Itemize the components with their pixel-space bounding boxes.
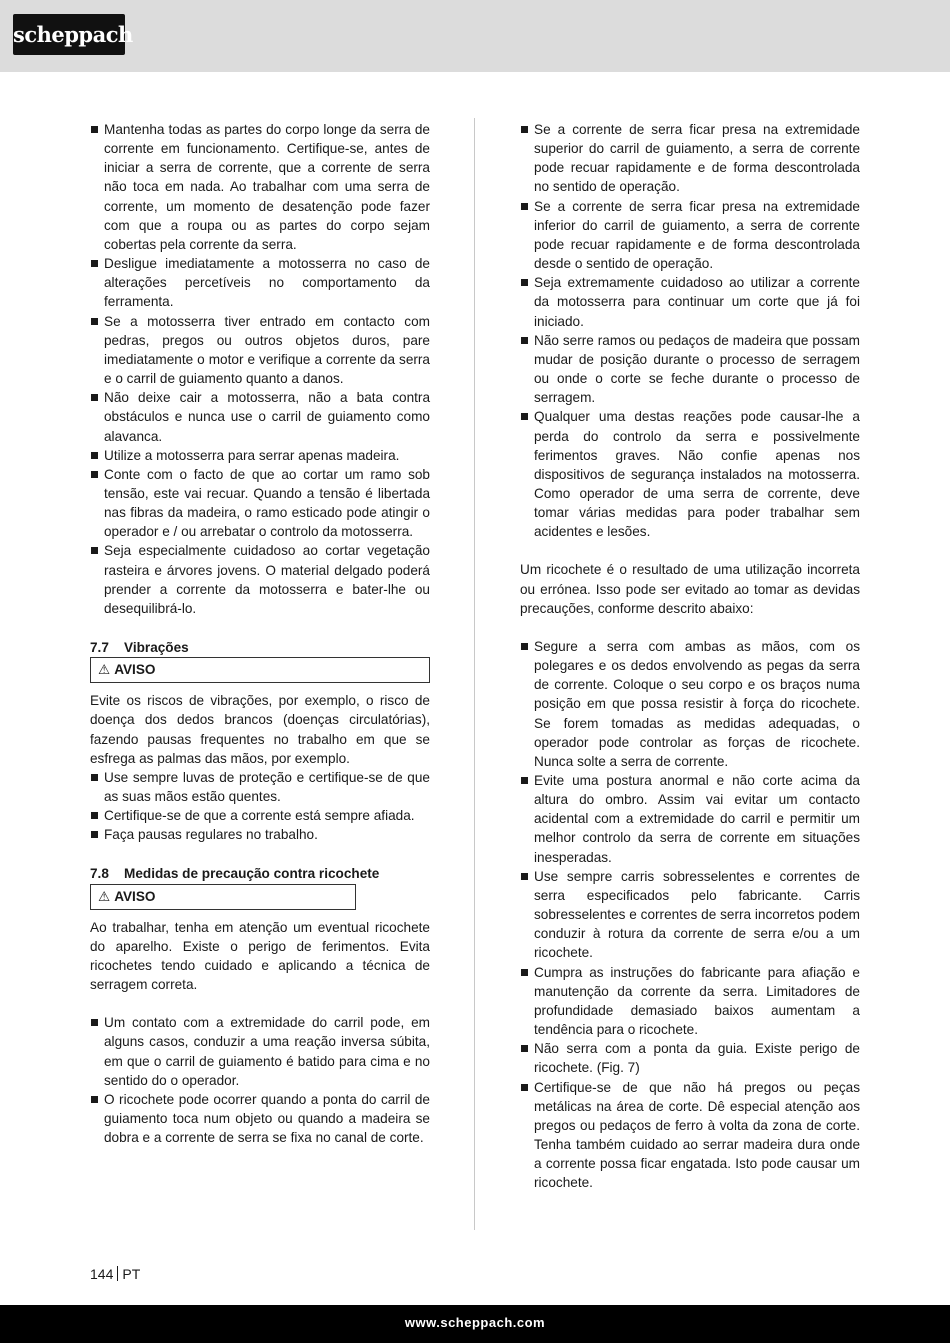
list-item: Mantenha todas as partes do corpo longe da serra de corrente em funcionamento. Certifique-se, antes de iniciar a serra de corrente, que a corrente de serra não toca em nada. Ao trabalhar com uma serra de corrente, um momento de desatenção pode fazer com que a roupa ou as partes do corpo sejam cobertas pela corrente da serra. xyxy=(90,120,430,254)
warning-icon: ⚠ xyxy=(98,888,111,904)
list-item: Faça pausas regulares no trabalho. xyxy=(90,825,430,844)
warning-label: AVISO xyxy=(114,888,156,904)
warning-box xyxy=(90,657,430,683)
right-column xyxy=(520,120,860,1192)
paragraph: Um ricochete é o resultado de uma utilização incorreta ou errónea. Isso pode ser evitado ao tomar as devidas precauções, conforme descrito abaixo: xyxy=(520,562,860,616)
language-code: PT xyxy=(122,1266,141,1282)
section-heading-kickback xyxy=(90,864,430,883)
list-item: Não serre ramos ou pedaços de madeira que possam mudar de posição durante o processo de serragem ou onde o corte se feche durante o processo de serragem. xyxy=(520,331,860,408)
separator xyxy=(117,1266,118,1281)
list-item: Seja especialmente cuidadoso ao cortar vegetação rasteira e árvores jovens. O material delgado poderá prender a corrente da motosserra e bater-lhe ou desequilibrá-lo. xyxy=(90,541,430,618)
list-item: Se a corrente de serra ficar presa na extremidade superior do carril de guiamento, a serra de corrente pode recuar rapidamente e de forma descontrolada no sentido de operação. xyxy=(520,120,860,197)
list-item: Se a corrente de serra ficar presa na extremidade inferior do carril de guiamento, a serra de corrente pode recuar rapidamente e de forma descontrolada desde o sentido de operação. xyxy=(520,197,860,274)
page-number xyxy=(90,1264,140,1284)
paragraph: Ao trabalhar, tenha em atenção um eventual ricochete do aparelho. Existe o perigo de ferimentos. Evita ricochetes tendo cuidado e aplicando a técnica de serragem correta. xyxy=(90,919,430,993)
list-item: Não deixe cair a motosserra, não a bata contra obstáculos e nunca use o carril de guiamento como alavanca. xyxy=(90,388,430,445)
warning-label: AVISO xyxy=(114,662,156,678)
list-item: Cumpra as instruções do fabricante para afiação e manutenção da corrente da serra. Limitadores de profundidade demasiado baixos aumentam a tendência para o ricochete. xyxy=(520,963,860,1040)
list-item: Use sempre carris sobresselentes e correntes de serra especificados pelo fabricante. Carris sobresselentes e correntes de serra incorretos podem conduzir à rotura da corrente de serra e/ou a um ricochete. xyxy=(520,867,860,963)
left-column xyxy=(90,120,430,1147)
list-item: Utilize a motosserra para serrar apenas madeira. xyxy=(90,446,430,465)
footer-bar xyxy=(0,1305,950,1343)
section-number: 7.7 xyxy=(90,640,109,656)
list-item: Não serra com a ponta da guia. Existe perigo de ricochete. (Fig. 7) xyxy=(520,1039,860,1077)
list-item: Um contato com a extremidade do carril pode, em alguns casos, conduzir a uma reação inversa súbita, em que o carril de guiamento é batido para cima e no sentido do o operador. xyxy=(90,1013,430,1090)
list-item: Certifique-se de que a corrente está sempre afiada. xyxy=(90,806,430,825)
paragraph: Evite os riscos de vibrações, por exemplo, o risco de doença dos dedos brancos (doenças circulatórias), fazendo pausas frequentes no trabalho em que se esfrega as palmas das mãos, por exemplo. xyxy=(90,693,430,766)
list-item: Evite uma postura anormal e não corte acima da altura do ombro. Assim vai evitar um contacto acidental com a extremidade do carril e permitir um melhor controlo da serra de corrente em situações inesperadas. xyxy=(520,771,860,867)
section-title: Vibrações xyxy=(124,640,189,656)
website-link[interactable]: www.scheppach.com xyxy=(404,1315,546,1330)
list-item: Use sempre luvas de proteção e certifique-se de que as suas mãos estão quentes. xyxy=(90,768,430,806)
list-item: Conte com o facto de que ao cortar um ramo sob tensão, este vai recuar. Quando a tensão é libertada nas fibras da madeira, o ramo esticado pode atingir o operador e / ou arrebatar o controlo da motosserra. xyxy=(90,465,430,542)
list-item: Qualquer uma destas reações pode causar-lhe a perda do controlo da serra e possivelmente ferimentos graves. Não confie apenas nos dispositivos de segurança instalados na motosserra. Como operador de uma serra de corrente, deve tomar várias medidas para poder trabalhar sem acidentes e lesões. xyxy=(520,407,860,541)
column-divider xyxy=(474,118,475,1230)
warning-box xyxy=(90,884,356,910)
header-bar xyxy=(0,0,950,72)
section-number: 7.8 xyxy=(90,866,109,882)
warning-icon: ⚠ xyxy=(98,662,111,678)
brand-logo: scheppach xyxy=(13,14,125,55)
list-item: O ricochete pode ocorrer quando a ponta do carril de guiamento toca num objeto ou quando a madeira se dobra e a corrente de serra se fixa no canal de corte. xyxy=(90,1090,430,1147)
list-item: Segure a serra com ambas as mãos, com os polegares e os dedos envolvendo as pegas da serra de corrente. Coloque o seu corpo e os braços numa posição em que possa resistir à força do ricochete. Se forem tomadas as medidas adequadas, o operador pode controlar as forças de ricochete. Nunca solte a serra de corrente. xyxy=(520,637,860,771)
list-item: Seja extremamente cuidadoso ao utilizar a corrente da motosserra para continuar um corte que já foi iniciado. xyxy=(520,273,860,330)
list-item: Se a motosserra tiver entrado em contacto com pedras, pregos ou outros objetos duros, pare imediatamente o motor e verifique a corrente da serra e o carril de guiamento quanto a danos. xyxy=(90,312,430,389)
section-title: Medidas de precaução contra ricochete xyxy=(124,866,380,882)
page-number-value: 144 xyxy=(90,1266,114,1282)
list-item: Certifique-se de que não há pregos ou peças metálicas na área de corte. Dê especial atenção aos pregos ou pedaços de ferro à volta da zona de corte. Tenha também cuidado ao serrar madeira dura onde a corrente possa ficar engatada. Isto pode causar um ricochete. xyxy=(520,1078,860,1193)
section-heading-vibrations xyxy=(90,638,430,657)
list-item: Desligue imediatamente a motosserra no caso de alterações percetíveis no comportamento da ferramenta. xyxy=(90,254,430,311)
